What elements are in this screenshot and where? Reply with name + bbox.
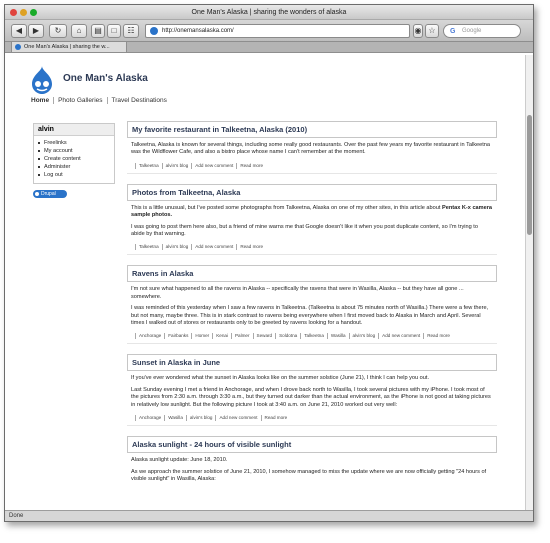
browser-window — [4, 4, 534, 522]
sidebar-item-log-out[interactable]: Log out — [44, 171, 110, 179]
tab-bar — [5, 42, 533, 53]
nav-home[interactable]: Home — [31, 97, 50, 104]
bookmark-icon[interactable]: □ — [107, 24, 121, 38]
post-link[interactable]: Add new comment — [191, 163, 236, 169]
post-link[interactable]: Kenai — [212, 333, 231, 339]
search-placeholder: Google — [462, 28, 482, 34]
status-text: Done — [9, 513, 24, 519]
home-icon[interactable]: ⌂ — [71, 24, 87, 38]
google-search-icon: G — [450, 28, 456, 35]
zoom-icon[interactable] — [30, 9, 37, 16]
sidebar-item-freelinks[interactable]: Freelinks — [44, 139, 110, 147]
status-bar — [5, 510, 533, 521]
print-icon[interactable]: ▤ — [91, 24, 105, 38]
close-icon[interactable] — [10, 9, 17, 16]
post-body: I was reminded of this yesterday when I saw a few ravens in Talkeetna. (Talkeetna is about 75 minutes north of Wasilla.) There were a few there, but not many, maybe three. This is in stark contrast to ravens being everywhere when I first moved back to Alaska in March and April. Several times I walked out of stores or restaurants only to be greeted by ravens looking for a handout. — [131, 305, 489, 327]
minimize-icon[interactable] — [20, 9, 27, 16]
post-link[interactable]: Talkeetna — [300, 333, 327, 339]
vertical-scrollbar[interactable] — [525, 55, 533, 511]
post-link[interactable]: Homer — [191, 333, 212, 339]
site-favicon-icon — [150, 27, 158, 35]
nav-travel-destinations[interactable]: Travel Destinations — [107, 97, 171, 104]
back-button[interactable]: ◀ — [11, 24, 27, 38]
blog-post — [127, 265, 497, 344]
post-link[interactable]: Add new comment — [378, 333, 423, 339]
post-link[interactable]: Fairbanks — [164, 333, 191, 339]
post-text: This is a little unusual, but I've posted some photographs from Talkeetna, Alaska on one of my other sites, in this article about — [131, 204, 441, 211]
post-link[interactable]: Anchorage — [135, 333, 164, 339]
tab-favicon-icon — [15, 44, 21, 50]
window-controls — [10, 9, 37, 16]
post-link[interactable]: Read more — [261, 415, 291, 421]
browser-toolbar — [5, 20, 533, 42]
sidebar-item-create-content[interactable]: Create content — [44, 155, 110, 163]
post-body: Talkeetna, Alaska is known for several things, including some really good restaurants. Over the past few years my favorite restaurant in Talkeetna was the Wildflower Cafe, and also a bistro place whose name I can't remember at the moment. — [131, 142, 491, 156]
post-title[interactable]: My favorite restaurant in Talkeetna, Alaska (2010) — [127, 121, 497, 138]
powered-by-drupal-badge[interactable]: Drupal — [33, 190, 67, 198]
post-body: Last Sunday evening I met a friend in Anchorage, and when I drove back north to Wasilla, I took several pictures with my iPhone. I took most of the pictures from 2:30 a.m. through 3:30 a.m., but they turned out darker than the actual environment, as the iPhone is not good at taking pictures in relatively low sunlight. But the following picture I took at 3:40 a.m. on June 21, 2010 worked out very well: — [131, 386, 491, 408]
user-menu — [33, 123, 115, 184]
post-link[interactable]: alvin's blog — [186, 415, 216, 421]
drupal-logo-icon[interactable] — [29, 65, 55, 95]
window-title: One Man's Alaska | sharing the wonders of alaska — [191, 9, 347, 16]
post-link[interactable]: Soldotna — [275, 333, 300, 339]
post-title[interactable]: Alaska sunlight - 24 hours of visible sunlight — [127, 436, 497, 453]
page-viewport — [5, 55, 527, 511]
post-links — [127, 161, 497, 174]
site-name[interactable]: One Man's Alaska — [63, 73, 148, 84]
post-link[interactable]: Talkeetna — [135, 244, 162, 250]
tab-title: One Man's Alaska | sharing the w... — [24, 44, 110, 50]
tools-icon[interactable]: ☷ — [123, 24, 139, 38]
main-content — [127, 121, 497, 493]
post-link[interactable]: Wasilla — [327, 333, 349, 339]
post-link[interactable]: Anchorage — [135, 415, 164, 421]
post-link[interactable]: Read more — [423, 333, 453, 339]
tab-active[interactable] — [11, 42, 127, 53]
post-body: Alaska sunlight update: June 18, 2010. — [131, 457, 228, 464]
blog-post — [127, 121, 497, 174]
blog-post — [127, 354, 497, 426]
sidebar-item-administer[interactable]: Administer — [44, 163, 110, 171]
post-body — [127, 205, 497, 220]
blog-post — [127, 184, 497, 256]
post-links — [127, 331, 497, 344]
forward-button[interactable]: ▶ — [28, 24, 44, 38]
post-body: I was going to post them here also, but a friend of mine warns me that Google doesn't like it when you post duplicate content, so I'm trying to abide by that warning. — [131, 223, 478, 238]
reload-icon[interactable]: ↻ — [49, 24, 67, 38]
post-link[interactable]: Add new comment — [191, 244, 236, 250]
post-link[interactable]: Wasilla — [164, 415, 186, 421]
post-title[interactable]: Photos from Talkeetna, Alaska — [127, 184, 497, 201]
star-icon[interactable]: ☆ — [425, 24, 439, 38]
address-bar[interactable] — [145, 24, 410, 38]
post-link[interactable]: Read more — [236, 244, 266, 250]
post-body: I'm not sure what happened to all the ravens in Alaska -- specifically the ravens that were in Wasilla, Alaska -- but they have all gone ... somewhere. — [131, 286, 464, 300]
sidebar-item-my-account[interactable]: My account — [44, 147, 110, 155]
post-links — [127, 413, 497, 426]
post-link[interactable]: Palmer — [231, 333, 253, 339]
address-text: http://onemansalaska.com/ — [162, 28, 234, 34]
user-menu-list — [34, 136, 114, 183]
title-bar — [5, 5, 533, 20]
post-inline-link[interactable]: Pentax K-x camera sample photos. — [131, 204, 493, 219]
sidebar-username: alvin — [34, 124, 114, 136]
sidebar — [33, 123, 115, 198]
nav-photo-galleries[interactable]: Photo Galleries — [53, 97, 106, 104]
post-link[interactable]: Talkeetna — [135, 163, 162, 169]
post-title[interactable]: Ravens in Alaska — [127, 265, 497, 282]
primary-nav — [31, 97, 171, 104]
post-link[interactable]: alvin's blog — [162, 244, 192, 250]
post-body: If you've ever wondered what the sunset in Alaska looks like on the summer solstice (June 21), I think I can help you out. — [131, 375, 430, 382]
post-link[interactable]: Read more — [236, 163, 266, 169]
rss-icon[interactable]: ◉ — [413, 24, 423, 38]
post-link[interactable]: alvin's blog — [162, 163, 192, 169]
post-body: As we approach the summer solstice of June 21, 2010, I somehow managed to miss the update where we are now officially getting "24 hours of visible sunlight" in Wasilla, Alaska: — [131, 468, 487, 482]
scrollbar-thumb[interactable] — [527, 115, 532, 235]
search-field[interactable] — [443, 24, 521, 38]
post-link[interactable]: alvin's blog — [349, 333, 379, 339]
blog-post — [127, 436, 497, 483]
post-links — [127, 242, 497, 255]
post-link[interactable]: Add new comment — [215, 415, 260, 421]
post-title[interactable]: Sunset in Alaska in June — [127, 354, 497, 371]
post-link[interactable]: Seward — [253, 333, 276, 339]
